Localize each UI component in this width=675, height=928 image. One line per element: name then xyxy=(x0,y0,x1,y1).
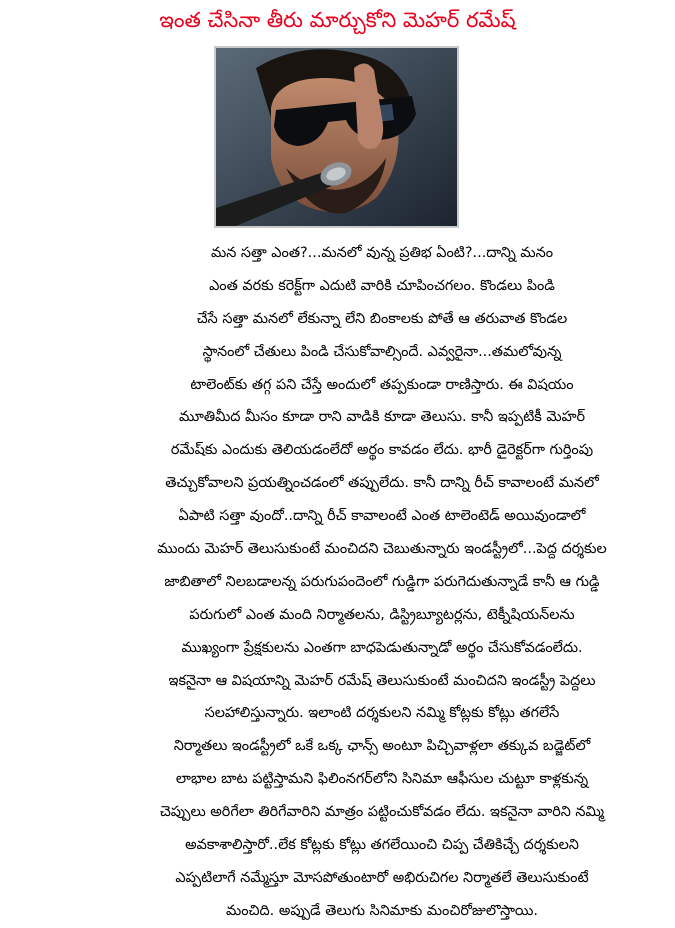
article-line: మంచిది. అప్పుడే తెలుగు సినిమాకు మంచిరోజులొస్తాయి. xyxy=(225,902,539,919)
article-line: రమేష్‌కు ఎందుకు తెలియడంలేదో అర్థం కావడం లేదు. భారీ డైరెక్టర్‌గా గుర్తింపు xyxy=(170,442,594,459)
article-line: ఏపాటి సత్తా వుందో..దాన్ని రీచ్ కావాలంటే ఎంత టాలెంటెడ్ అయివుండాలో xyxy=(178,508,586,525)
article-line: ఇకనైనా ఆ విషయాన్ని మెహర్ రమేష్ తెలుసుకుంటే మంచిదని ఇండస్ట్రీ పెద్దలు xyxy=(168,672,596,689)
article-line: స్థానంలో చేతులు పిండి చేసుకోవాల్సిందే. ఎవ్వరైనా...తమలోవున్న xyxy=(202,343,562,360)
article-body xyxy=(92,237,672,928)
article-line: మన సత్తా ఎంత?...మనలో వున్న ప్రతిభ ఏంటి?...దాన్ని మనం xyxy=(211,245,553,261)
article-line: లాభాల బాట పట్టిస్తామని ఫిలింనగర్‌లోని సినిమా ఆఫీసుల చుట్టూ కాళ్లకున్న xyxy=(175,771,589,788)
article-line: ముందు మెహర్ తెలుసుకుంటే మంచిదని చెబుతున్నారు ఇండస్ట్రీలో...పెద్ద దర్శకుల xyxy=(157,541,607,558)
article-line: ముఖ్యంగా ప్రేక్షకులను ఎంతగా బాధపెడుతున్నాడో అర్థం చేసుకోవడంలేదు. xyxy=(181,639,583,656)
article-line: ఎప్పటిలాగే నమ్మేస్తూ మోసపోతుంటారో అభిరుచిగల నిర్మాతలే తెలుసుకుంటే xyxy=(175,869,589,886)
article-line: ఎంత వరకు కరెక్ట్‌గా ఎదుటి వారికి చూపించగలం. కొండలు పిండి xyxy=(209,277,555,294)
article-headline: ఇంత చేసినా తీరు మార్చుకోని మెహర్ రమేష్ xyxy=(159,8,516,32)
article-line: మూతిమీద మీసం కూడా రాని వాడికి కూడా తెలుసు. కానీ ఇప్పటికీ మెహర్ xyxy=(178,409,586,426)
article-line: నిర్మాతలు ఇండస్ట్రీలో ఒకే ఒక్క ఛాన్స్ అంటూ పిచ్చివాళ్లలా తక్కువ బడ్జెట్‌లో xyxy=(173,738,591,755)
article-photo xyxy=(214,46,459,228)
article-line: అవకాశాలిస్తారో..లేక కోట్లకు కోట్లు తగలేయించి చిప్ప చేతికిచ్చే దర్శకులని xyxy=(185,837,579,854)
article-line: తెచ్చుకోవాలని ప్రయత్నించడంలో తప్పులేదు. కానీ దాన్ని రీచ్ కావాలంటే మనలో xyxy=(165,475,599,492)
article-line: జాబితాలో నిలబడాలన్న పరుగుపందెంలో గుడ్డిగా పరుగెదుతున్నాడే కానీ ఆ గుడ్డి xyxy=(164,573,600,590)
article-line: సలహాలిస్తున్నారు. ఇలాంటి దర్శకులని నమ్మి కోట్లకు కోట్లు తగలేసే xyxy=(204,705,560,722)
article-line: పరుగులో ఎంత మంది నిర్మాతలను, డిస్ట్రిబ్యూటర్లను, టెక్నీషియన్‌లను xyxy=(189,606,575,623)
article-line: టాలెంట్‌కు తగ్గ పని చేస్తే అందులో తప్పకుండా రాణిస్తారు. ఈ విషయం xyxy=(190,376,574,393)
article-line: చెప్పులు అరిగేలా తిరిగేవారిని మాత్రం పట్టించుకోవడం లేదు. ఇకనైనా వారిని నమ్మి xyxy=(159,804,605,821)
article-line: చేసే సత్తా మనలో లేకున్నా లేని బింకాలకు పోతే ఆ తరువాత కొండల xyxy=(196,310,568,327)
